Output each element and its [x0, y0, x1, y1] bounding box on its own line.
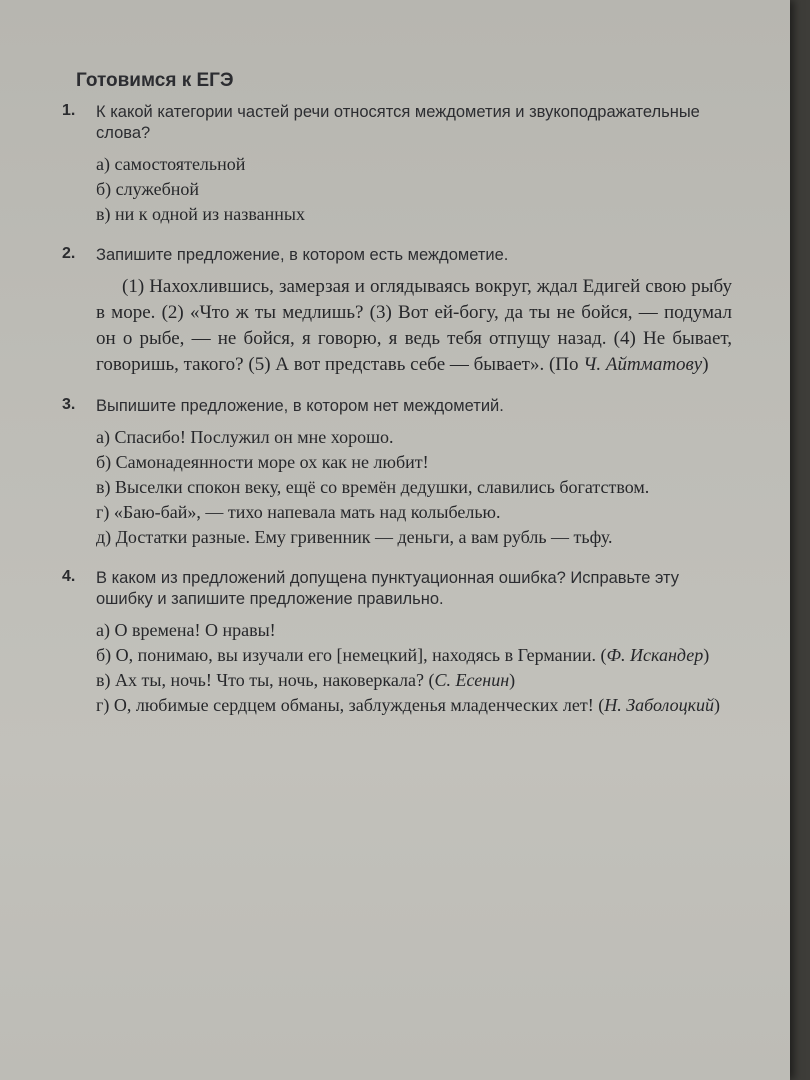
- option-text: а) О времена! О нравы!: [96, 620, 276, 640]
- option-text: в) Ах ты, ночь! Что ты, ночь, наковеркала?: [96, 670, 425, 690]
- answer-option: б) Самонадеянности море ох как не любит!: [96, 452, 429, 472]
- answer-options: [96, 618, 732, 718]
- answer-option: [96, 618, 732, 643]
- text-passage: [96, 274, 732, 378]
- source-author: Ч. Айтматову: [583, 354, 703, 375]
- option-author: Н. Заболоцкий: [604, 695, 715, 715]
- answer-options: [96, 152, 732, 227]
- task-number: 1.: [62, 102, 76, 119]
- task-question: В каком из предложений допущена пунктуационная ошибка? Исправьте эту ошибку и запишите предложение правильно.: [96, 569, 680, 608]
- option-author: С. Есенин: [434, 670, 510, 690]
- answer-option: г) О, любимые сердцем обманы, заблужденья младенческих лет! (Н. Заболоцкий): [96, 695, 721, 715]
- task-3: [62, 396, 732, 550]
- answer-option: д) Достатки разные. Ему гривенник — деньги, а вам рубль — тьфу.: [96, 527, 613, 547]
- passage-text: (1) Нахохлившись, замерзая и оглядываясь вокруг, ждал Едигей свою рыбу в море. (2) «Что ж ты медлишь? (3) Вот ей-богу, да ты не бойся, — подумал он о рыбе, — не бойся, я говорю, я ведь тебя отпущу назад. (4) Не бывает, говоришь, такого? (5) А вот представь себе — бывает».: [96, 276, 732, 375]
- task-4: [62, 568, 732, 718]
- task-question: Запишите предложение, в котором есть междометие.: [96, 246, 509, 264]
- task-number: 2.: [62, 245, 76, 262]
- section-heading: Готовимся к ЕГЭ: [76, 70, 234, 91]
- answer-option: г) «Баю-бай», — тихо напевала мать над колыбелью.: [96, 502, 501, 522]
- task-question: Выпишите предложение, в котором нет междометий.: [96, 397, 504, 415]
- answer-option: б) О, понимаю, вы изучали его [немецкий], находясь в Германии. (Ф. Искандер): [96, 645, 710, 665]
- source-suffix: ): [702, 354, 709, 375]
- task-2: [62, 245, 732, 378]
- answer-option: а) самостоятельной: [96, 154, 246, 174]
- option-author: Ф. Искандер: [606, 645, 704, 665]
- answer-option: б) служебной: [96, 179, 199, 199]
- page-content: [62, 70, 732, 736]
- answer-option: в) Ах ты, ночь! Что ты, ночь, наковеркала? (С. Есенин): [96, 670, 516, 690]
- task-question: К какой категории частей речи относятся междометия и звукоподражательные слова?: [96, 103, 700, 142]
- answer-option: в) ни к одной из названных: [96, 204, 305, 224]
- source-prefix: (По: [548, 354, 579, 375]
- answer-option: в) Выселки спокон веку, ещё со времён дедушки, славились богатством.: [96, 477, 650, 497]
- answer-option: а) Спасибо! Послужил он мне хорошо.: [96, 427, 394, 447]
- task-number: 3.: [62, 396, 76, 413]
- option-text: г) О, любимые сердцем обманы, заблужденья младенческих лет!: [96, 695, 594, 715]
- answer-options: [96, 425, 732, 550]
- task-1: [62, 102, 732, 227]
- option-text: б) О, понимаю, вы изучали его [немецкий], находясь в Германии.: [96, 645, 597, 665]
- task-number: 4.: [62, 568, 76, 585]
